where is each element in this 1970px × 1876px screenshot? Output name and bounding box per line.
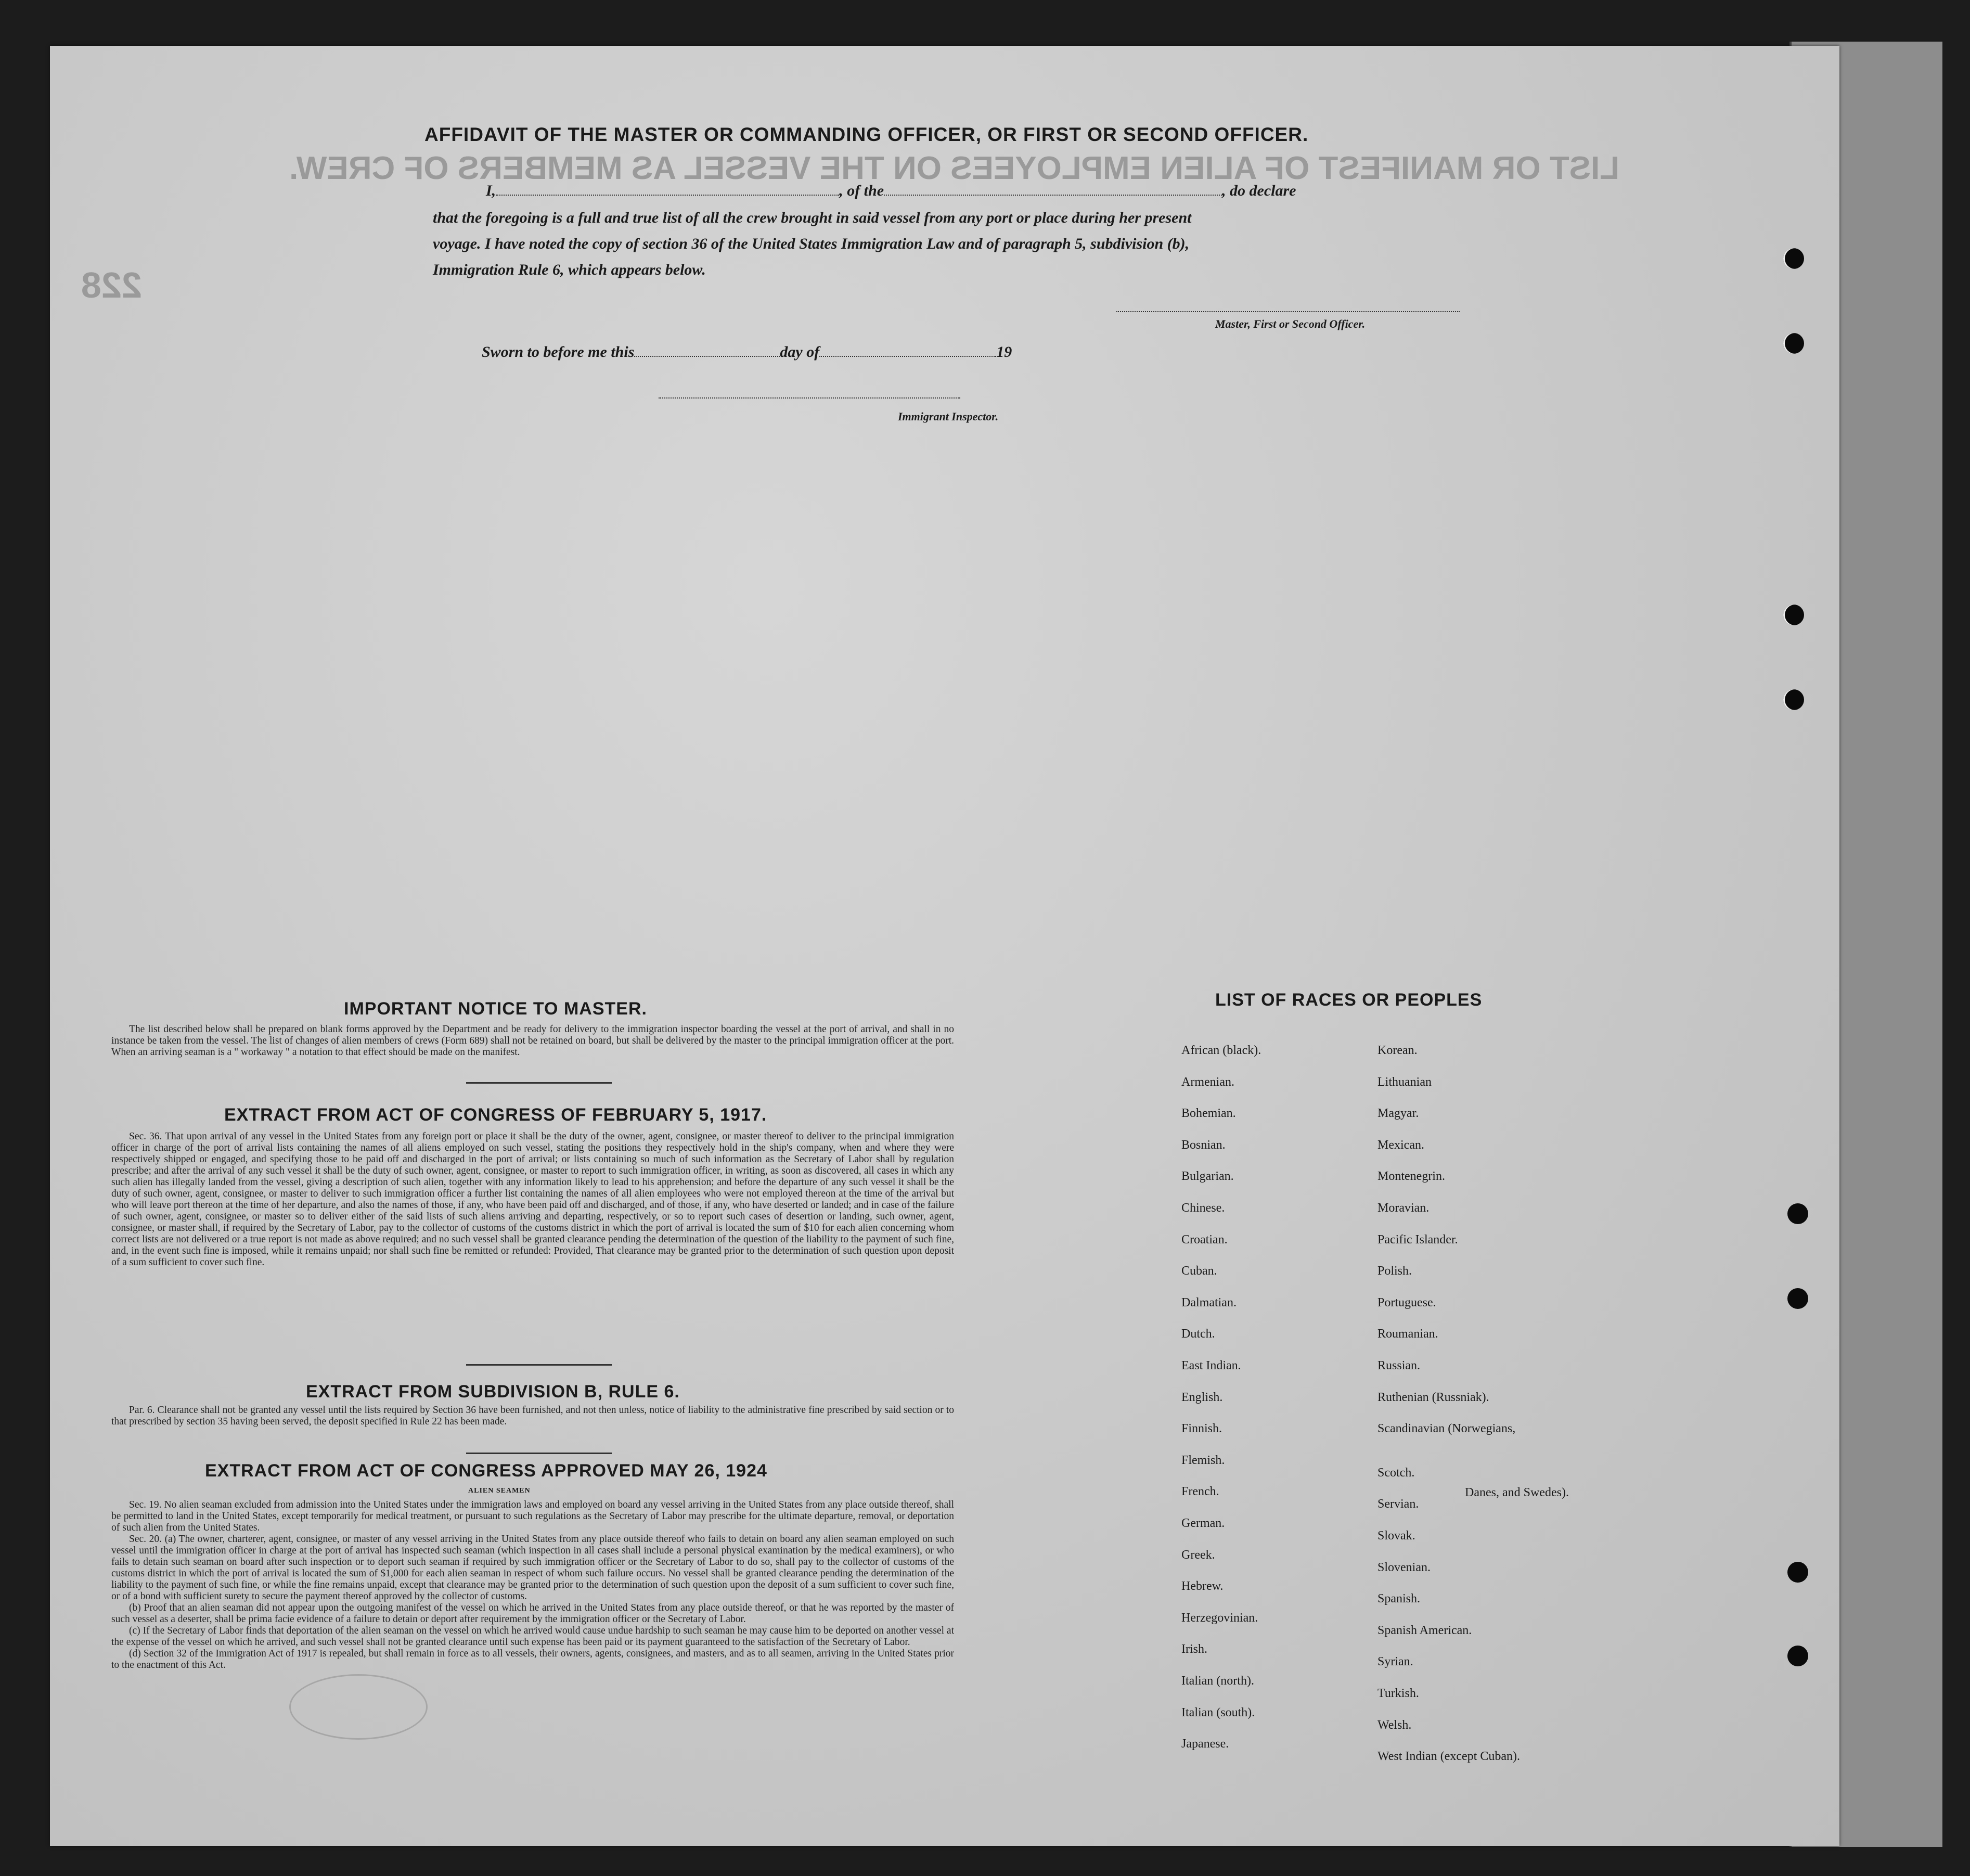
notice-paragraph: The list described below shall be prepared on blank forms approved by the Department and be ready for delivery to the immigration inspector boarding the vessel at the port of arrival, and shall in no instance be taken from the vessel. The list of changes of alien members of crews (Form 689) shall not be retained on board, but shall be delivered by the master to the principal immigration officer at the port. When an arriving seaman is a " workaway " a notation to that effect should be made on the manifest.	[111, 1024, 954, 1058]
act-1924-sec-20d: (d) Section 32 of the Immigration Act of 1917 is repealed, but shall remain in force as to all vessels, their owners, agents, consignees, and masters, and as to all seamen, arriving in the United States prior to the enactment of this Act.	[111, 1648, 954, 1671]
race-item: Lithuanian	[1377, 1075, 1432, 1089]
race-item: Moravian.	[1377, 1201, 1430, 1215]
race-item: Bosnian.	[1181, 1138, 1226, 1152]
race-continuation: Danes, and Swedes).	[1465, 1486, 1569, 1499]
notice-title: IMPORTANT NOTICE TO MASTER.	[344, 999, 647, 1019]
race-item: Italian (north).	[1181, 1674, 1254, 1688]
race-item: East Indian.	[1181, 1359, 1241, 1372]
race-item: West Indian (except Cuban).	[1377, 1750, 1520, 1764]
race-item: Croatian.	[1181, 1232, 1228, 1247]
race-item: Montenegrin.	[1377, 1170, 1445, 1184]
act-1924-text	[111, 1499, 954, 1671]
binder-hole	[1787, 1203, 1808, 1224]
rule-6-paragraph: Par. 6. Clearance shall not be granted any vessel until the lists required by Section 36 have been furnished, and not then unless, notice of liability to the administrative fine prescribed by said section or to that prescribed by section 35 having been served, the deposit specified in Rule 22 has been made.	[111, 1405, 954, 1427]
faint-seal-stamp	[289, 1674, 428, 1740]
race-item: Russian.	[1377, 1359, 1421, 1372]
race-item: Slovak.	[1377, 1529, 1415, 1543]
sworn-date-blank	[634, 355, 780, 357]
bleed-through-number: 228	[81, 265, 142, 305]
race-item: Bulgarian.	[1181, 1170, 1234, 1184]
race-item: Herzegovinian.	[1181, 1611, 1258, 1625]
race-item: French.	[1181, 1485, 1219, 1499]
race-item: Polish.	[1377, 1264, 1412, 1278]
master-signature-line	[1116, 311, 1460, 312]
binder-hole	[1783, 689, 1804, 710]
notice-text	[111, 1024, 954, 1058]
binder-hole	[1783, 248, 1804, 269]
binder-hole	[1783, 333, 1804, 354]
race-item: Magyar.	[1377, 1107, 1419, 1121]
act-1924-sec-19: Sec. 19. No alien seaman excluded from admission into the United States under the immigration laws and employed on board any vessel arriving in the United States from any place outside thereof, shall be permitted to land in the United States, except temporarily for medical treatment, or pursuant to such regulations as the Secretary of Labor may prescribe for the ultimate departure, removal, or deportation of such alien from the United States.	[111, 1499, 954, 1533]
act-1924-title: EXTRACT FROM ACT OF CONGRESS APPROVED MAY 26, 1924	[205, 1461, 767, 1481]
race-item: Scotch.	[1377, 1466, 1415, 1480]
sworn-month-blank	[819, 355, 996, 357]
race-item: Armenian.	[1181, 1075, 1234, 1089]
act-1924-sec-20c: (c) If the Secretary of Labor finds that deportation of the alien seaman on the vessel on which he arrived would cause undue hardship to such seaman he may cause him to be deported on another vessel at the expense of the vessel on which he arrived, and such vessel shall not be granted clearance until such expense has been paid or its payment guaranteed to the satisfaction of the Secretary of Labor.	[111, 1625, 954, 1648]
inspector-label: Immigrant Inspector.	[898, 410, 999, 423]
race-item: Servian.	[1377, 1497, 1419, 1511]
race-item: Scandinavian (Norwegians,	[1377, 1422, 1516, 1436]
race-item: Korean.	[1377, 1044, 1418, 1057]
master-signature-label: Master, First or Second Officer.	[1215, 317, 1366, 330]
of-the-label: , of the	[839, 182, 884, 199]
race-item: Chinese.	[1181, 1201, 1225, 1215]
act-1924-subtitle: ALIEN SEAMEN	[468, 1487, 531, 1495]
binder-hole	[1783, 605, 1804, 625]
race-item: Flemish.	[1181, 1453, 1225, 1467]
race-item: Turkish.	[1377, 1687, 1419, 1700]
sworn-day-label: day of	[780, 343, 820, 361]
race-item: Spanish.	[1377, 1592, 1421, 1606]
race-item: African (black).	[1181, 1044, 1261, 1057]
binder-hole	[1787, 1562, 1808, 1583]
races-title: LIST OF RACES OR PEOPLES	[1215, 990, 1483, 1010]
bleed-through-heading: LIST OR MANIFEST OF ALIEN EMPLOYEES ON THE VESSEL AS MEMBERS OF CREW.	[289, 150, 1620, 186]
race-item: English.	[1181, 1390, 1223, 1404]
race-item: Portuguese.	[1377, 1295, 1436, 1309]
race-item: German.	[1181, 1517, 1225, 1530]
race-item: Slovenian.	[1377, 1560, 1431, 1574]
race-item: Syrian.	[1377, 1655, 1413, 1669]
vessel-blank	[884, 194, 1222, 196]
race-item: Italian (south).	[1181, 1705, 1255, 1719]
race-item: Bohemian.	[1181, 1107, 1236, 1121]
separator-3	[466, 1453, 612, 1454]
name-blank	[496, 194, 839, 196]
act-1924-sec-20b: (b) Proof that an alien seaman did not appear upon the outgoing manifest of the vessel on which he arrived in the United States from any place outside thereof, or that he was reported by the master of such vessel as a deserter, shall be prima facie evidence of a failure to detain or deport after requirement by the immigration officer or the Secretary of Labor.	[111, 1602, 954, 1625]
affidavit-i-label: I,	[486, 182, 496, 199]
race-item: Japanese.	[1181, 1737, 1229, 1751]
act-1917-text	[111, 1131, 954, 1268]
separator-1	[466, 1082, 612, 1084]
separator-2	[466, 1364, 612, 1366]
do-declare-label: , do declare	[1222, 182, 1296, 199]
affidavit-line-2: that the foregoing is a full and true list of all the crew brought in said vessel from any port or place during her present	[433, 209, 1192, 226]
race-item: Hebrew.	[1181, 1579, 1224, 1594]
rule-6-title: EXTRACT FROM SUBDIVISION B, RULE 6.	[306, 1382, 680, 1402]
affidavit-line-1	[486, 182, 1296, 200]
sworn-year-label: 19	[996, 343, 1012, 361]
inspector-signature-line	[659, 397, 960, 399]
race-item: Dalmatian.	[1181, 1295, 1237, 1309]
sworn-line	[482, 343, 1012, 361]
race-item: Spanish American.	[1377, 1623, 1472, 1637]
act-1924-sec-20a: Sec. 20. (a) The owner, charterer, agent, consignee, or master of any vessel arriving in the United States from any place outside thereof who fails to detain on board any alien seaman employed on such vessel until the immigration officer in charge at the port of arrival has inspected such seaman (which inspection in all cases shall include a personal physical examination by the medical examiners), or who fails to detain such seaman on board after such inspection or to deport such seaman if required by such immigration officer or the Secretary of Labor to do so, shall pay to the collector of customs of the customs district in which the port of arrival is located the sum of $1,000 for each alien seaman in respect of whom such failure occurs. No vessel shall be granted clearance pending the determination of the liability to the payment of such fine, or while the fine remains unpaid, except that clearance may be granted prior to the determination of such question upon the deposit of a sum sufficient to cover such fine, or of a bond with sufficient surety to secure the payment thereof approved by the collector of customs.	[111, 1534, 954, 1602]
race-item: Dutch.	[1181, 1327, 1215, 1341]
binder-hole	[1787, 1288, 1808, 1309]
race-item: Cuban.	[1181, 1264, 1217, 1278]
document-page	[50, 46, 1839, 1846]
binder-hole	[1787, 1646, 1808, 1666]
affidavit-line-3: voyage. I have noted the copy of section 36 of the United States Immigration Law and of paragraph 5, subdivision (b),	[433, 235, 1190, 252]
act-1917-paragraph: Sec. 36. That upon arrival of any vessel in the United States from any foreign port or place it shall be the duty of the owner, agent, consignee, or master thereof to deliver to the principal immigration officer in charge of the port of arrival lists containing the names of all aliens employed on such vessel, stating the positions they respectively hold in the ship's company, when and where they were respectively shipped or engaged, and specifying those to be paid off and discharged in the port of arrival; or lists containing so much of such information as the Secretary of Labor shall by regulation prescribe; and after the arrival of any such vessel it shall be the duty of such owner, agent, consignee, or master to report to such immigration officer, in writing, as soon as discovered, all cases in which any such alien has illegally landed from the vessel, giving a description of such alien, together with any information likely to lead to his apprehension; and before the departure of any such vessel it shall be the duty of such owner, agent, consignee, or master to deliver to such immigration officer a further list containing the names of all alien employees who were not employed thereon at the time of the arrival but who will leave port thereon at the time of her departure, and also the names of those, if any, who have been paid off and discharged, and of those, if any, who have deserted or landed; and in case of the failure of such owner, agent, consignee, or master so to deliver either of the said lists of such aliens arriving and departing, respectively, or so to report such cases of desertion or landing, such owner, agent, consignee, or master shall, if required by the Secretary of Labor, pay to the collector of customs of the customs district in which the port of arrival is located the sum of $10 for each alien concerning whom correct lists are not delivered or a true report is not made as above required; and no such vessel shall be granted clearance pending the determination of the question of the liability to the payment of such fine, and, in the event such fine is imposed, while it remains unpaid; nor shall such fine be remitted or refunded: Provided, That clearance may be granted prior to the determination of such question upon deposit of a sum sufficient to cover such fine.	[111, 1131, 954, 1268]
race-item: Greek.	[1181, 1548, 1215, 1562]
race-item: Mexican.	[1377, 1138, 1424, 1152]
race-item: Pacific Islander.	[1377, 1232, 1458, 1247]
race-item: Welsh.	[1377, 1718, 1412, 1732]
race-item: Irish.	[1181, 1642, 1207, 1656]
sworn-prefix: Sworn to before me this	[482, 343, 635, 361]
act-1917-title: EXTRACT FROM ACT OF CONGRESS OF FEBRUARY 5, 1917.	[224, 1105, 767, 1125]
affidavit-line-4: Immigration Rule 6, which appears below.	[433, 261, 706, 278]
race-item: Roumanian.	[1377, 1327, 1438, 1341]
race-item: Finnish.	[1181, 1422, 1222, 1436]
rule-6-text	[111, 1405, 954, 1428]
race-item: Ruthenian (Russniak).	[1377, 1390, 1489, 1404]
affidavit-title: AFFIDAVIT OF THE MASTER OR COMMANDING OFFICER, OR FIRST OR SECOND OFFICER.	[424, 124, 1309, 145]
